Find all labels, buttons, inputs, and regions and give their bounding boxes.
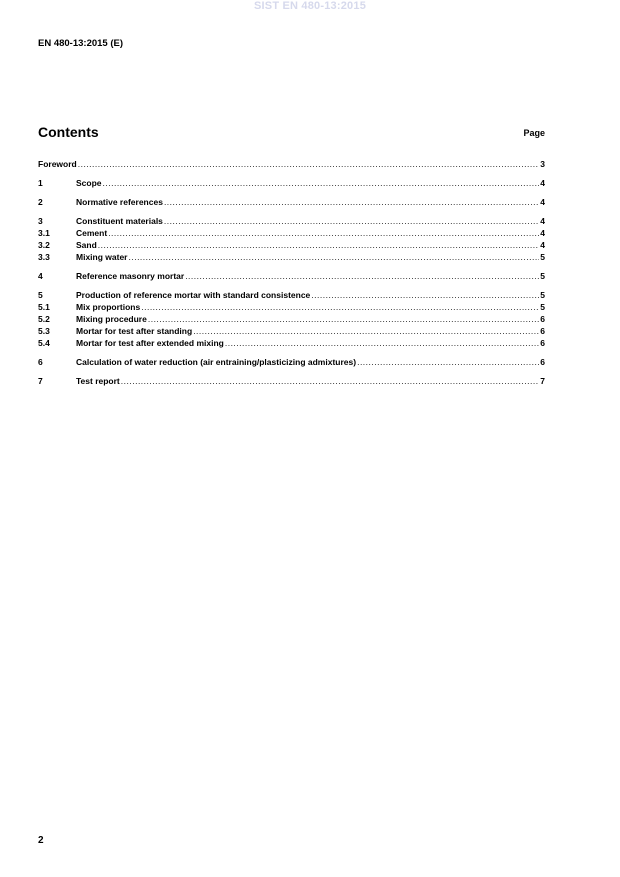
toc-leader-dots <box>185 270 539 282</box>
toc-entry-number: 3.1 <box>38 228 50 238</box>
toc-entry-page: 4 <box>540 240 545 250</box>
toc-leader-dots <box>357 356 539 368</box>
toc-entry-7[interactable] <box>38 375 545 387</box>
toc-entry-page: 4 <box>540 197 545 207</box>
toc-entry-title: Sand <box>76 240 97 250</box>
toc-entry-title: Calculation of water reduction (air entraining/plasticizing admixtures) <box>76 357 357 367</box>
toc-entry-title: Normative references <box>76 197 163 207</box>
document-identifier: EN 480-13:2015 (E) <box>38 38 124 49</box>
toc-entry-number: 5.2 <box>38 314 50 324</box>
toc-leader-dots <box>121 375 539 387</box>
toc-leader-dots <box>193 325 539 337</box>
toc-entry-number: 5 <box>38 290 43 300</box>
toc-entry-number: 1 <box>38 178 43 188</box>
page-column-label: Page <box>523 128 545 138</box>
toc-leader-dots <box>78 158 540 170</box>
contents-header <box>38 124 545 144</box>
toc-entry-number: 3.2 <box>38 240 50 250</box>
toc-entry-foreword[interactable] <box>38 158 545 170</box>
toc-entry-1[interactable] <box>38 177 545 189</box>
toc-entry-title: Mixing procedure <box>76 314 147 324</box>
toc-entry-number: 5.3 <box>38 326 50 336</box>
toc-entry-2[interactable] <box>38 196 545 208</box>
toc-leader-dots <box>108 227 539 239</box>
toc-entry-page: 5 <box>540 290 545 300</box>
watermark: SIST EN 480-13:2015 <box>253 0 367 12</box>
toc-entry-title: Foreword <box>38 159 77 169</box>
toc-entry-title: Production of reference mortar with standard consistence <box>76 290 311 300</box>
toc-entry-5-4[interactable] <box>38 337 545 349</box>
toc-entry-number: 4 <box>38 271 43 281</box>
toc-entry-number: 3 <box>38 216 43 226</box>
toc-entry-page: 6 <box>540 314 545 324</box>
toc-entry-page: 6 <box>540 357 545 367</box>
toc-entry-3-2[interactable] <box>38 239 545 251</box>
toc-entry-title: Reference masonry mortar <box>76 271 185 281</box>
toc-entry-number: 2 <box>38 197 43 207</box>
toc-leader-dots <box>311 289 539 301</box>
toc-entry-number: 5.1 <box>38 302 50 312</box>
toc-entry-5-3[interactable] <box>38 325 545 337</box>
toc-entry-title: Mixing water <box>76 252 128 262</box>
toc-entry-number: 3.3 <box>38 252 50 262</box>
toc-entry-title: Cement <box>76 228 108 238</box>
toc-leader-dots <box>225 337 539 349</box>
toc-entry-page: 4 <box>540 178 545 188</box>
toc-entry-5-1[interactable] <box>38 301 545 313</box>
toc-entry-title: Mix proportions <box>76 302 141 312</box>
toc-entry-5-2[interactable] <box>38 313 545 325</box>
contents-title: Contents <box>38 124 99 140</box>
toc-leader-dots <box>103 177 540 189</box>
toc-entry-6[interactable] <box>38 356 545 368</box>
toc-entry-3[interactable] <box>38 215 545 227</box>
page-number: 2 <box>38 835 44 846</box>
toc-entry-title: Test report <box>76 376 120 386</box>
toc-entry-page: 5 <box>540 252 545 262</box>
toc-entry-page: 4 <box>540 216 545 226</box>
toc-entry-title: Mortar for test after standing <box>76 326 193 336</box>
toc-entry-page: 6 <box>540 338 545 348</box>
toc-entry-page: 5 <box>540 271 545 281</box>
toc-entry-5[interactable] <box>38 289 545 301</box>
toc-entry-3-1[interactable] <box>38 227 545 239</box>
toc-leader-dots <box>164 196 539 208</box>
toc-leader-dots <box>148 313 539 325</box>
toc-entry-number: 7 <box>38 376 43 386</box>
toc-entry-3-3[interactable] <box>38 251 545 263</box>
toc-leader-dots <box>164 215 539 227</box>
toc-entry-page: 7 <box>540 376 545 386</box>
toc-entry-page: 3 <box>540 159 545 169</box>
toc-entry-number: 6 <box>38 357 43 367</box>
toc-leader-dots <box>98 239 539 251</box>
toc-entry-title: Scope <box>76 178 102 188</box>
toc-entry-title: Constituent materials <box>76 216 163 226</box>
toc-entry-number: 5.4 <box>38 338 50 348</box>
toc-entry-page: 5 <box>540 302 545 312</box>
toc-leader-dots <box>141 301 539 313</box>
toc-entry-page: 6 <box>540 326 545 336</box>
table-of-contents <box>38 158 545 387</box>
toc-entry-page: 4 <box>540 228 545 238</box>
toc-entry-title: Mortar for test after extended mixing <box>76 338 224 348</box>
toc-leader-dots <box>128 251 539 263</box>
toc-entry-4[interactable] <box>38 270 545 282</box>
